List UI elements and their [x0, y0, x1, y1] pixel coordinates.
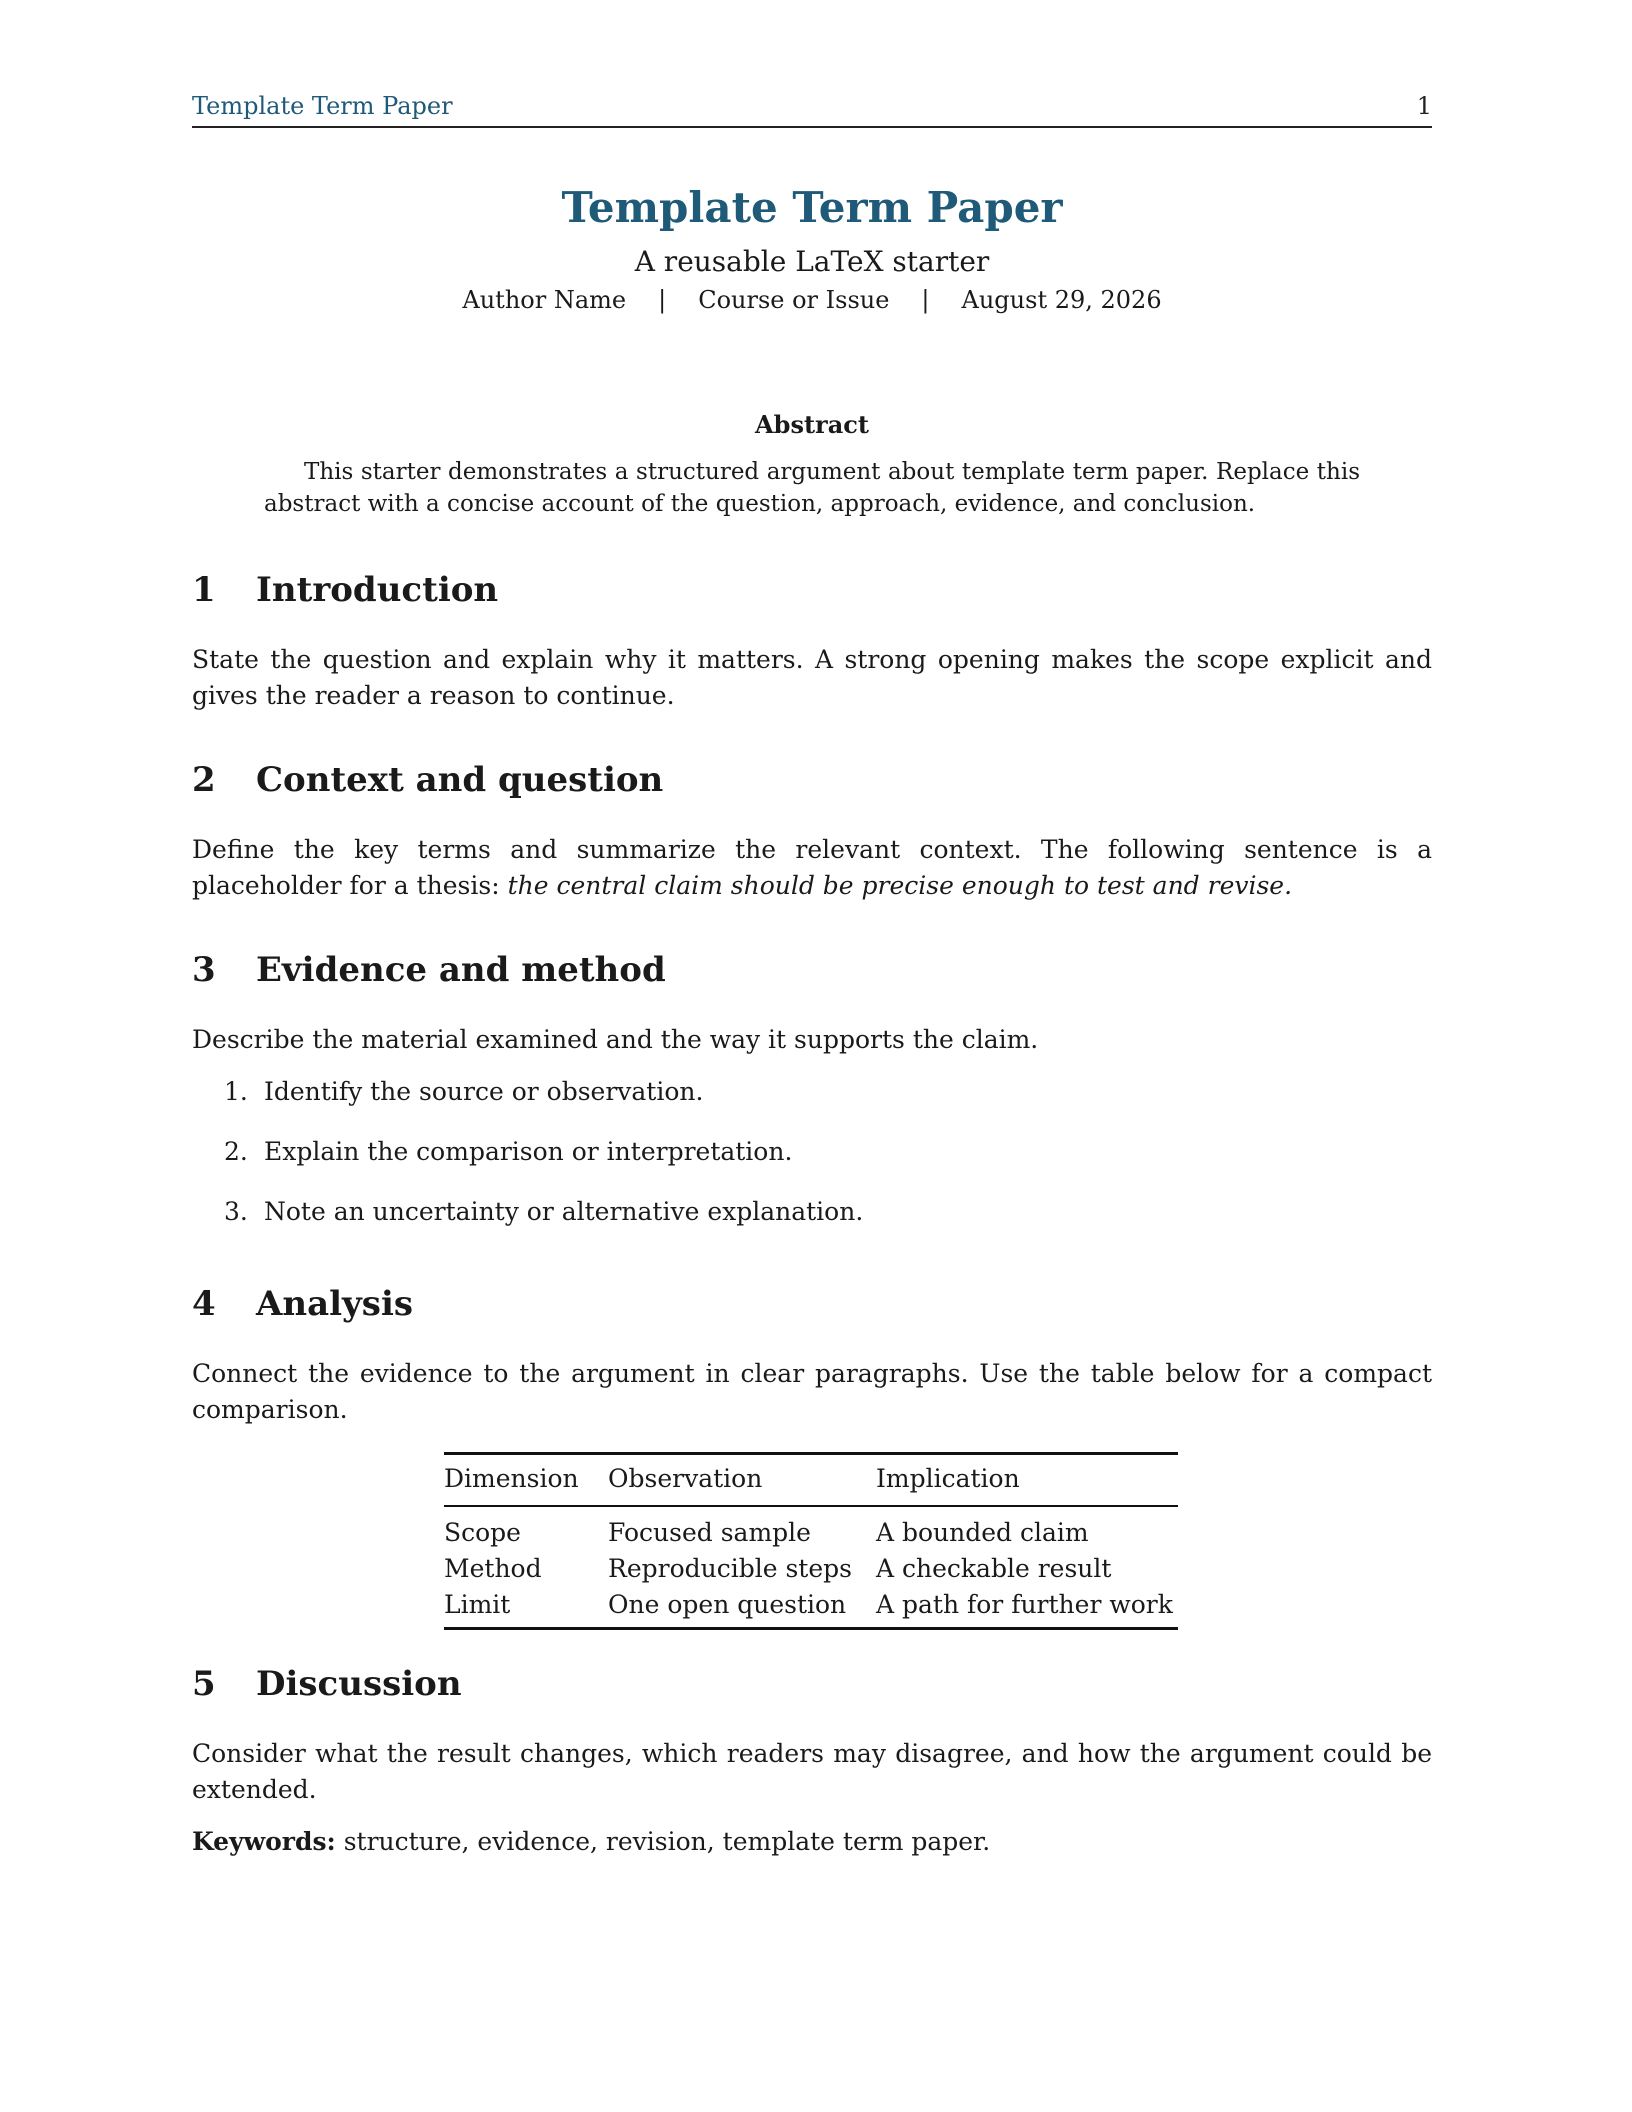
context-paragraph [192, 832, 1432, 904]
author-name: Author Name [462, 286, 627, 314]
thesis-placeholder: the central claim should be precise enough to test and revise. [507, 871, 1293, 900]
comparison-table-grid [444, 1452, 1178, 1630]
paper-subtitle: A reusable LaTeX starter [634, 245, 990, 278]
keywords-line [192, 1824, 1432, 1860]
author-meta-line [192, 284, 1432, 316]
running-title: Template Term Paper [192, 92, 453, 120]
abstract-text: This starter demonstrates a structured argument about template term paper. Replace this abstract with a concise account of the question, approach, evidence, and conclusion. [264, 459, 1360, 517]
table-cell: Method [444, 1554, 542, 1583]
analysis-paragraph: Connect the evidence to the argument in clear paragraphs. Use the table below for a compact comparison. [192, 1359, 1432, 1424]
section-heading-evidence [192, 946, 666, 994]
list-item-number: 2. [224, 1137, 248, 1166]
keywords-label: Keywords: [192, 1827, 336, 1856]
section-heading-analysis [192, 1280, 413, 1328]
section-title: Discussion [256, 1664, 462, 1704]
table-cell: Reproducible steps [608, 1554, 852, 1583]
meta-separator: | [658, 286, 667, 314]
abstract [264, 408, 1360, 520]
section-number: 4 [192, 1284, 216, 1324]
evidence-paragraph: Describe the material examined and the way it supports the claim. [192, 1025, 1039, 1054]
paper-page [192, 0, 1432, 2112]
running-header [192, 92, 1432, 128]
table-cell: One open question [608, 1590, 847, 1619]
table-cell: Scope [444, 1518, 521, 1547]
section-number: 2 [192, 760, 216, 800]
table-header-cell: Dimension [444, 1464, 579, 1493]
section-heading-context [192, 756, 663, 804]
table-cell: A path for further work [876, 1590, 1173, 1619]
title-block [192, 180, 1432, 316]
table-header-cell: Implication [876, 1464, 1020, 1493]
section-heading-introduction [192, 566, 498, 614]
list-item [224, 1074, 1424, 1134]
list-item-text: Explain the comparison or interpretation. [264, 1137, 793, 1166]
list-item-number: 3. [224, 1197, 248, 1226]
section-number: 1 [192, 570, 216, 610]
context-text: Define the key terms and summarize the relevant context. The following sentence is a placeholder for a thesis: [192, 835, 1432, 900]
paper-title: Template Term Paper [561, 183, 1063, 232]
keywords-text: structure, evidence, revision, template term paper. [335, 1827, 991, 1856]
table-header-cell: Observation [608, 1464, 763, 1493]
discussion-paragraph: Consider what the result changes, which readers may disagree, and how the argument could be extended. [192, 1739, 1432, 1804]
section-title: Context and question [256, 760, 664, 800]
meta-separator: | [921, 286, 930, 314]
evidence-list [224, 1074, 1424, 1254]
section-number: 5 [192, 1664, 216, 1704]
table-row [444, 1506, 1178, 1551]
course-name: Course or Issue [698, 286, 890, 314]
table-cell: Focused sample [608, 1518, 811, 1547]
list-item [224, 1134, 1424, 1194]
section-heading-discussion [192, 1660, 462, 1708]
list-item-text: Note an uncertainty or alternative explanation. [264, 1197, 864, 1226]
introduction-paragraph: State the question and explain why it matters. A strong opening makes the scope explicit and gives the reader a reason to continue. [192, 645, 1432, 710]
section-title: Analysis [256, 1284, 414, 1324]
abstract-heading: Abstract [755, 410, 869, 439]
list-item-number: 1. [224, 1077, 248, 1106]
table-cell: A checkable result [876, 1554, 1112, 1583]
list-item-text: Identify the source or observation. [264, 1077, 704, 1106]
section-title: Introduction [256, 570, 499, 610]
list-item [224, 1194, 1424, 1254]
table-header-row [444, 1454, 1178, 1507]
table-row [444, 1587, 1178, 1629]
paper-date: August 29, 2026 [961, 286, 1162, 314]
table-row [444, 1551, 1178, 1587]
comparison-table [444, 1452, 1178, 1630]
section-number: 3 [192, 950, 216, 990]
section-title: Evidence and method [256, 950, 666, 990]
page-number: 1 [1416, 92, 1432, 120]
table-cell: Limit [444, 1590, 511, 1619]
table-cell: A bounded claim [876, 1518, 1089, 1547]
